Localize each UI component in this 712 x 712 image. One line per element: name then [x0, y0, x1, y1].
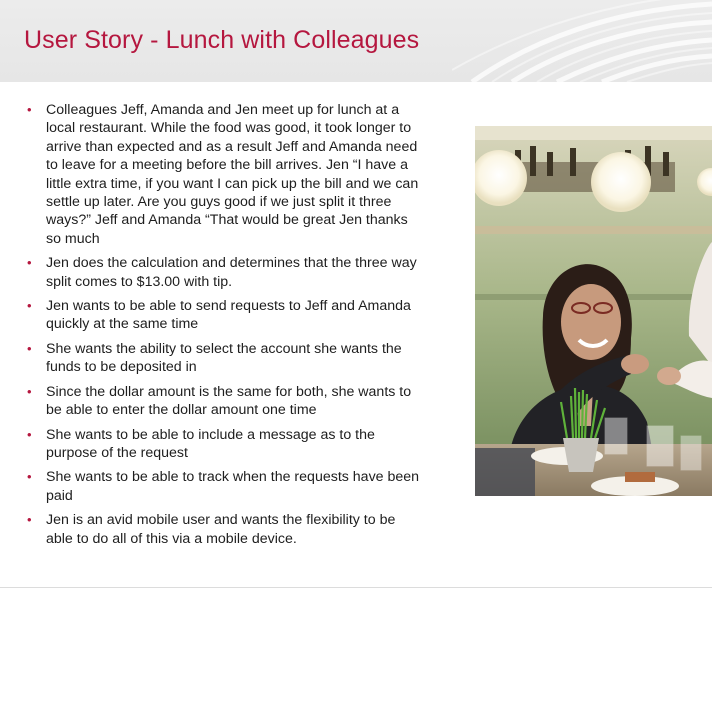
list-item: [24, 340, 424, 377]
bullet-marker: •: [27, 426, 32, 442]
bullet-text: Since the dollar amount is the same for both, she wants to be able to enter the dollar amount one time: [46, 383, 412, 419]
bullet-marker: •: [27, 469, 32, 485]
list-item: [24, 101, 424, 248]
restaurant-photo: [475, 126, 712, 496]
list-item: [24, 468, 424, 505]
bullet-text: She wants to be able to track when the requests have been paid: [46, 469, 420, 504]
divider: [0, 587, 712, 588]
slide-title: User Story - Lunch with Colleagues: [24, 26, 420, 54]
bullet-list: [24, 101, 424, 554]
list-item: [24, 426, 424, 463]
bullet-marker: •: [27, 102, 32, 117]
bullet-marker: •: [27, 383, 32, 399]
list-item: [24, 383, 424, 420]
list-item: [24, 297, 424, 334]
restaurant-photo-illustration: [475, 126, 712, 496]
bullet-text: Jen wants to be able to send requests to Jeff and Amanda quickly at the same time: [46, 298, 411, 333]
bullet-text: Jen is an avid mobile user and wants the flexibility to be able to do all of this via a mobile device.: [46, 512, 396, 547]
list-item: [24, 254, 424, 291]
bullet-text: She wants the ability to select the account she wants the funds to be deposited in: [46, 340, 402, 376]
bullet-text: She wants to be able to include a message as to the purpose of the request: [46, 426, 375, 461]
bullet-marker: •: [27, 512, 32, 528]
header-swoosh-decoration: [452, 0, 712, 82]
bullet-text: Colleagues Jeff, Amanda and Jen meet up for lunch at a local restaurant. While the food was good, it took longer to arrive than expected and as a result Jeff and Amanda need to leave for a meeting before the bill arrives. Jen “I have a little extra time, if you want I can pick up the bill and we can settle up later. Are you guys good if we just split it three ways?” Jeff and Amanda “That would be great Jen thanks so much: [46, 102, 419, 247]
bullet-marker: •: [27, 340, 32, 356]
bullet-marker: •: [27, 298, 32, 314]
slide-header: [0, 0, 712, 82]
bullet-text: Jen does the calculation and determines that the three way split comes to $13.00 with tip.: [46, 255, 417, 290]
bullet-marker: •: [27, 255, 32, 271]
list-item: [24, 511, 424, 548]
